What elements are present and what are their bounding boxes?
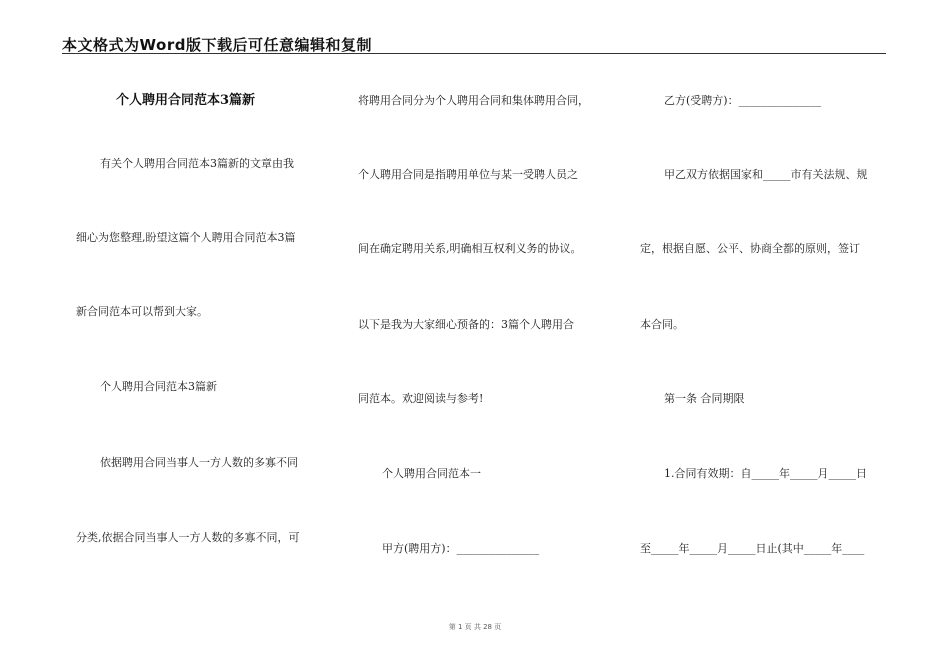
paragraph-line: 1.合同有效期：自_____年_____月_____日 [664, 467, 867, 480]
section-heading: 个人聘用合同范本3篇新 [100, 380, 217, 393]
text-column-2 [358, 0, 613, 672]
section-heading: 第一条 合同期限 [664, 392, 745, 405]
paragraph-line: 有关个人聘用合同范本3篇新的文章由我 [100, 157, 294, 170]
paragraph-line: 将聘用合同分为个人聘用合同和集体聘用合同， [358, 94, 589, 107]
paragraph-line: 本合同。 [640, 318, 684, 331]
paragraph-line: 至_____年_____月_____日止(其中_____年____ [640, 542, 865, 555]
paragraph-line: 个人聘用合同是指聘用单位与某一受聘人员之 [358, 168, 578, 181]
text-column-3 [640, 0, 890, 672]
party-a-line: 甲方(聘用方)：_______________ [382, 542, 540, 555]
document-title: 个人聘用合同范本3篇新 [116, 93, 256, 108]
paragraph-line: 同范本。欢迎阅读与参考! [358, 392, 484, 405]
section-heading: 个人聘用合同范本一 [382, 467, 481, 480]
paragraph-line: 以下是我为大家细心预备的：3篇个人聘用合 [358, 318, 574, 331]
text-column-1 [76, 0, 331, 672]
party-b-line: 乙方(受聘方)：_______________ [664, 94, 822, 107]
paragraph-line: 依据聘用合同当事人一方人数的多寡不同 [100, 456, 298, 469]
paragraph-line: 定，根据自愿、公平、协商全都的原则，签订 [640, 242, 860, 255]
paragraph-line: 细心为您整理,盼望这篇个人聘用合同范本3篇 [76, 231, 296, 244]
paragraph-line: 间在确定聘用关系,明确相互权利义务的协议。 [358, 242, 582, 255]
page-number: 第 1 页 共 28 页 [448, 623, 502, 631]
paragraph-line: 新合同范本可以帮到大家。 [76, 305, 208, 318]
paragraph-line: 甲乙双方依据国家和_____市有关法规、规 [664, 168, 868, 181]
document-header: 本文格式为Word版下载后可任意编辑和复制 [62, 36, 372, 54]
paragraph-line: 分类,依据合同当事人一方人数的多寡不同，可 [76, 531, 300, 544]
